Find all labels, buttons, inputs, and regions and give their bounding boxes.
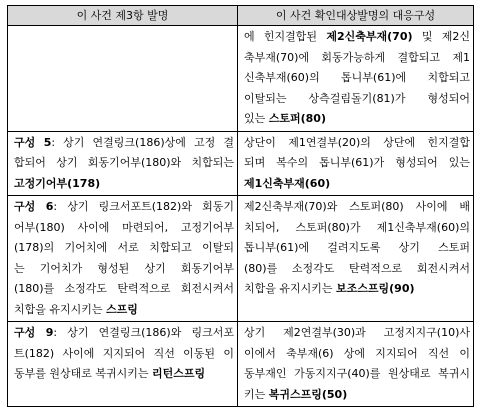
cell-line xyxy=(244,197,470,218)
claim-column-header: 이 사건 제3항 발명 xyxy=(8,6,238,26)
claim-cell xyxy=(8,322,238,407)
counterpart-cell xyxy=(238,196,474,322)
cell-line xyxy=(14,323,234,344)
text-segment: : 상기 연결링크(186)와 링크서포 xyxy=(53,326,234,339)
cell-line xyxy=(14,300,234,321)
emphasized-term: 고정기어부(178) xyxy=(14,176,101,190)
cell-line xyxy=(244,89,470,110)
cell-line xyxy=(244,259,470,280)
cell-line xyxy=(244,153,470,174)
cell-line xyxy=(14,259,234,280)
text-segment: 키는 xyxy=(244,387,269,401)
text-segment: 에 힌지결합된 xyxy=(244,30,327,43)
cell-line xyxy=(244,364,470,385)
text-segment: 치합을 유지시키는 xyxy=(14,302,107,316)
text-segment: 이탈되는 상측걸림돌기(81)가 형성되어 xyxy=(244,91,470,105)
text-segment: 트(182) 사이에 지지되어 직선 이동된 이 xyxy=(14,346,234,360)
cell-line xyxy=(244,174,470,195)
emphasized-term: 제1신축부재(60) xyxy=(244,176,331,190)
cell-line xyxy=(14,174,234,195)
emphasized-term: 보조스프링(90) xyxy=(336,282,415,295)
comparison-table xyxy=(7,5,474,407)
text-segment: (180)를 소정각도 탄력적으로 회전시켜서 xyxy=(14,282,234,295)
counterpart-cell xyxy=(238,131,474,196)
text-segment: 합되어 상기 회동기어부(180)와 치합되는 xyxy=(14,156,234,169)
text-segment: 어부(180) 사이에 마련되어, 고정기어부 xyxy=(14,220,234,234)
cell-line xyxy=(244,323,470,344)
text-segment: 제2신축부재(70)와 스토퍼(80) 사이에 배 xyxy=(244,200,470,213)
cell-line xyxy=(244,344,470,365)
text-segment: : 상기 연결링크(186)상에 고정 결 xyxy=(51,135,234,149)
cell-line xyxy=(244,238,470,259)
text-segment: 상기 제2연결부(30)과 고정지지구(10)사 xyxy=(244,326,470,339)
counterpart-cell xyxy=(238,322,474,407)
text-segment: 및 제2신 xyxy=(412,30,470,43)
claim-cell xyxy=(8,131,238,196)
text-segment: 치합을 유지시키는 xyxy=(244,282,337,295)
text-segment: 이에서 축부재(6) 상에 지지되어 직선 이 xyxy=(244,346,470,360)
text-segment: 치되어, 스토퍼(80)가 제1신축부재(60)의 xyxy=(244,220,470,234)
text-segment: 톱니부(61)에 걸려지도록 상기 스토퍼 xyxy=(244,241,470,254)
table-row xyxy=(8,131,474,196)
counterpart-column-header: 이 사건 확인대상발명의 대응구성 xyxy=(238,6,474,26)
emphasized-term: 리턴스프링 xyxy=(152,367,206,380)
cell-line xyxy=(244,27,470,48)
cell-line xyxy=(14,218,234,239)
element-label: 구성 6 xyxy=(14,200,54,213)
cell-line xyxy=(14,133,234,154)
emphasized-term: 스프링 xyxy=(106,302,138,316)
text-segment: 신축부재(60)의 톱니부(61)에 치합되고 xyxy=(244,71,470,84)
cell-line xyxy=(244,68,470,89)
cell-line xyxy=(14,279,234,300)
cell-line xyxy=(14,197,234,218)
text-segment: 동부를 원상태로 복귀시키는 xyxy=(14,367,153,380)
element-label: 구성 9 xyxy=(14,326,54,339)
emphasized-term: 복귀스프링(50) xyxy=(268,387,348,401)
emphasized-term: 제2신축부재(70) xyxy=(326,30,413,43)
cell-line xyxy=(244,48,470,69)
claim-cell xyxy=(8,196,238,322)
cell-line xyxy=(14,153,234,174)
emphasized-term: 스토퍼(80) xyxy=(268,112,326,125)
cell-line xyxy=(244,109,470,130)
text-segment: 상단이 제1연결부(20)의 상단에 힌지결합 xyxy=(244,135,470,149)
cell-line xyxy=(14,238,234,259)
cell-line xyxy=(244,385,470,406)
counterpart-cell xyxy=(238,26,474,132)
cell-line xyxy=(14,364,234,385)
table-row xyxy=(8,322,474,407)
claim-cell xyxy=(8,26,238,132)
cell-line xyxy=(244,218,470,239)
text-segment: 동부재인 가동지지구(40)를 원상태로 복귀시 xyxy=(244,367,470,380)
text-segment: 는 기어치가 형성된 상기 회동기어부 xyxy=(14,261,234,275)
cell-line xyxy=(244,279,470,300)
table-row xyxy=(8,196,474,322)
header-row xyxy=(8,6,474,26)
text-segment: (178)의 기어치에 서로 치합되고 이탈되 xyxy=(14,241,234,254)
text-segment: : 상기 링크서포트(182)와 회동기 xyxy=(53,200,234,213)
text-segment: 있는 xyxy=(244,112,269,125)
table-row xyxy=(8,26,474,132)
cell-line xyxy=(14,344,234,365)
text-segment: 축부재(70)에 회동가능하게 결합되고 제1 xyxy=(244,50,470,64)
element-label: 구성 5 xyxy=(14,135,52,149)
cell-line xyxy=(244,133,470,154)
text-segment: (80)를 소정각도 탄력적으로 회전시켜서 xyxy=(244,261,470,275)
text-segment: 되며 복수의 톱니부(61)가 형성되어 있는 xyxy=(244,156,470,169)
